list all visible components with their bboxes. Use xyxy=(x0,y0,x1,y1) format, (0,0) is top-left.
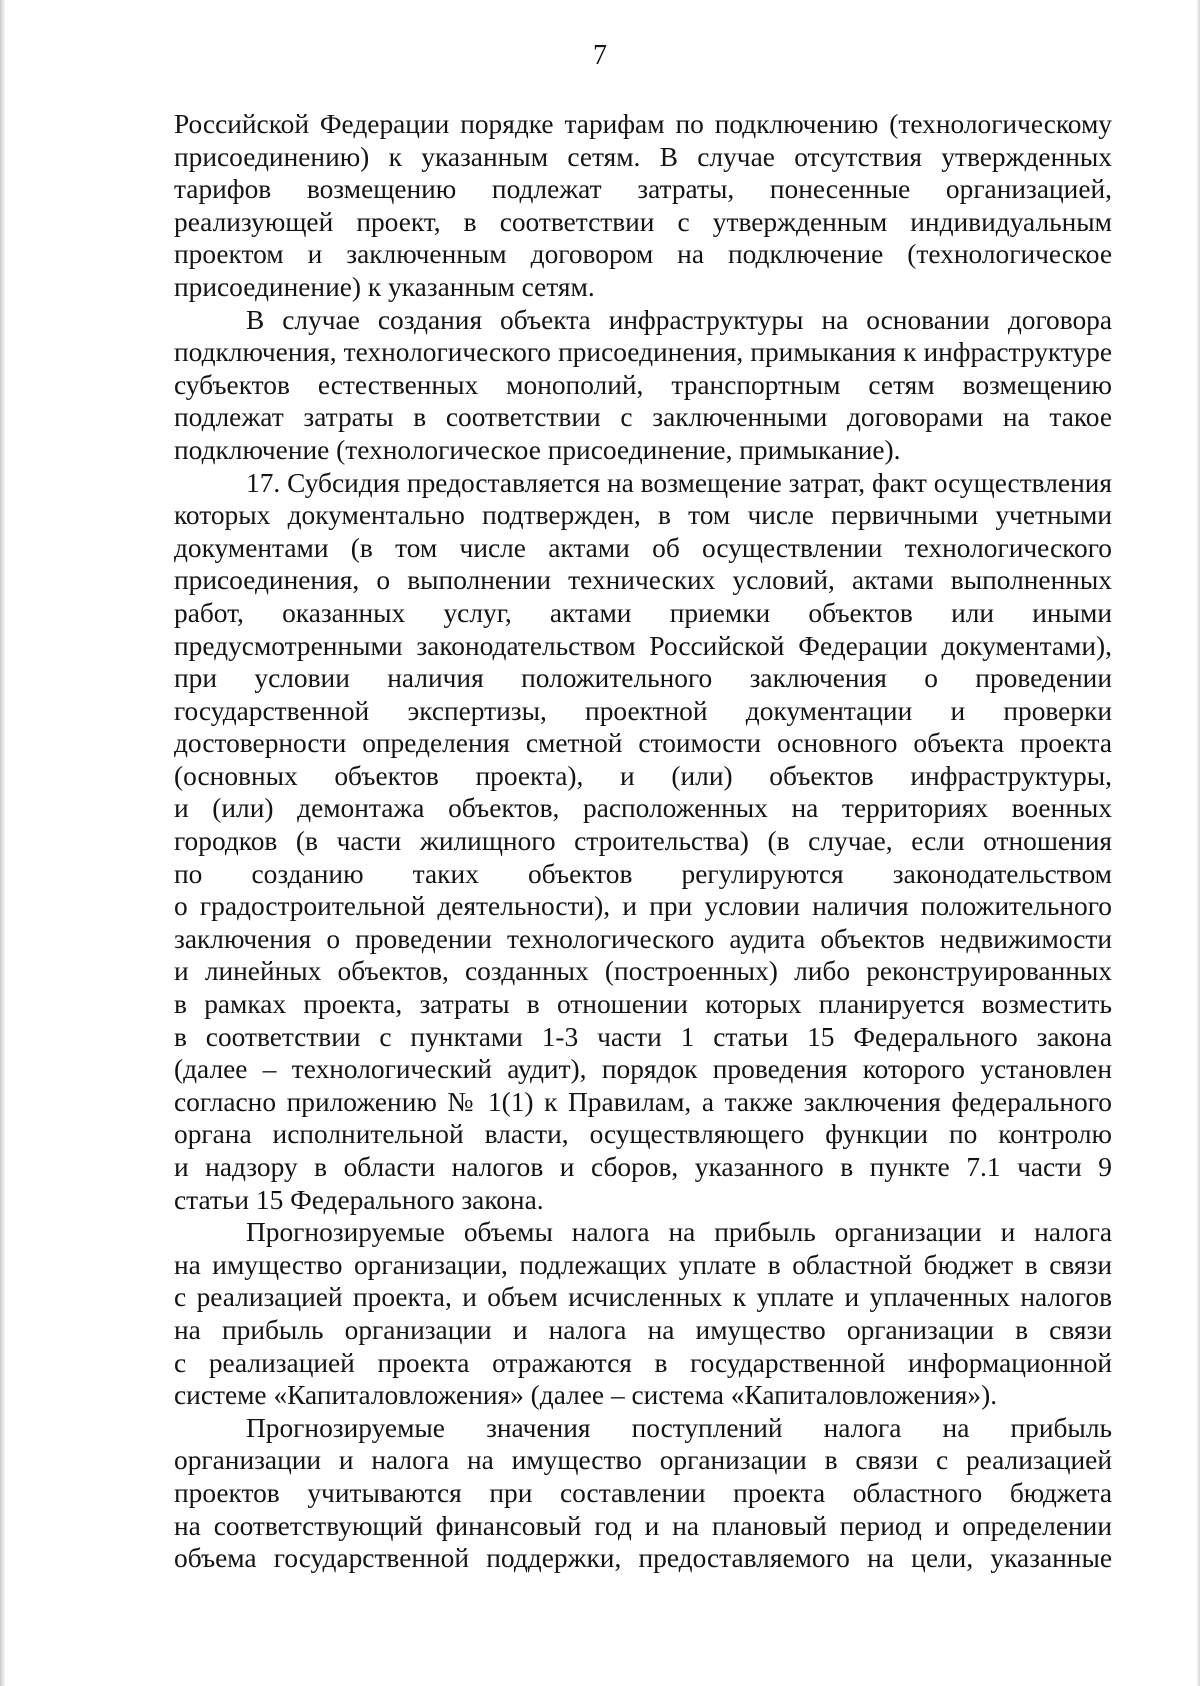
text-line: в рамках проекта, затраты в отношении которых планируется возместить xyxy=(174,989,1112,1020)
paragraph xyxy=(174,467,1112,1217)
text-line: подключения, технологического присоединения, примыкания к инфраструктуре xyxy=(174,337,1112,368)
text-line: статьи 15 Федерального закона. xyxy=(174,1184,544,1215)
text-line: (основных объектов проекта), и (или) объектов инфраструктуры, xyxy=(174,760,1112,791)
text-line: и надзору в области налогов и сборов, указанного в пункте 7.1 части 9 xyxy=(174,1152,1112,1182)
text-line: Прогнозируемые объемы налога на прибыль организации и налога xyxy=(246,1217,1112,1248)
text-line: присоединения, о выполнении технических условий, актами выполненных xyxy=(174,565,1112,596)
paragraph xyxy=(174,108,1112,304)
text-line: по созданию таких объектов регулируются законодательством xyxy=(174,858,1112,889)
text-line: заключения о проведении технологического аудита объектов недвижимости xyxy=(174,923,1112,954)
text-line: тарифов возмещению подлежат затраты, понесенные организацией, xyxy=(174,174,1112,205)
text-line: Российской Федерации порядке тарифам по подключению (технологическому xyxy=(174,109,1112,139)
text-line: работ, оказанных услуг, актами приемки объектов или иными xyxy=(174,597,1112,628)
text-line: при условии наличия положительного заключения о проведении xyxy=(174,663,1112,694)
text-line: в соответствии с пунктами 1-3 части 1 статьи 15 Федерального закона xyxy=(174,1021,1112,1052)
text-line: государственной экспертизы, проектной документации и проверки xyxy=(174,695,1112,726)
text-line: присоединение) к указанным сетям. xyxy=(174,271,595,302)
paragraph xyxy=(174,1216,1112,1412)
text-line: присоединению) к указанным сетям. В случае отсутствия утвержденных xyxy=(174,141,1112,172)
text-line: проектов учитываются при составлении проекта областного бюджета xyxy=(174,1477,1112,1508)
text-line: подключение (технологическое присоединение, примыкание). xyxy=(174,434,901,465)
text-line: 17. Субсидия предоставляется на возмещение затрат, факт осуществления xyxy=(246,467,1112,498)
text-line: согласно приложению № 1(1) к Правилам, а также заключения федерального xyxy=(174,1086,1112,1117)
text-line: на прибыль организации и налога на имущество организации в связи xyxy=(174,1314,1112,1345)
text-line: подлежат затраты в соответствии с заключенными договорами на такое xyxy=(174,402,1112,433)
text-line: на имущество организации, подлежащих уплате в областной бюджет в связи xyxy=(174,1249,1112,1280)
text-line: В случае создания объекта инфраструктуры на основании договора xyxy=(246,304,1112,335)
text-line: объема государственной поддержки, предоставляемого на цели, указанные xyxy=(174,1543,1112,1574)
text-line: проектом и заключенным договором на подключение (технологическое xyxy=(174,239,1112,270)
text-line: городков (в части жилищного строительства) (в случае, если отношения xyxy=(174,826,1112,857)
text-line: организации и налога на имущество организации в связи с реализацией xyxy=(174,1445,1112,1476)
text-line: которых документально подтвержден, в том числе первичными учетными xyxy=(174,500,1112,531)
text-line: органа исполнительной власти, осуществляющего функции по контролю xyxy=(174,1119,1112,1150)
text-line: с реализацией проекта, и объем исчисленных к уплате и уплаченных налогов xyxy=(174,1282,1112,1313)
text-line: предусмотренными законодательством Российской Федерации документами), xyxy=(174,630,1112,661)
text-line: и (или) демонтажа объектов, расположенных на территориях военных xyxy=(174,793,1112,824)
paragraph xyxy=(174,304,1112,467)
text-line: документами (в том числе актами об осуществлении технологического xyxy=(174,532,1112,563)
text-line: системе «Капиталовложения» (далее – система «Капиталовложения»). xyxy=(174,1380,998,1411)
paragraph xyxy=(174,1412,1112,1575)
text-line: на соответствующий финансовый год и на плановый период и определении xyxy=(174,1510,1112,1541)
text-line: о градостроительной деятельности), и при условии наличия положительного xyxy=(174,891,1112,922)
text-line: и линейных объектов, созданных (построенных) либо реконструированных xyxy=(174,956,1112,987)
text-line: с реализацией проекта отражаются в государственной информационной xyxy=(174,1347,1112,1378)
text-line: реализующей проект, в соответствии с утвержденным индивидуальным xyxy=(174,206,1112,237)
text-line: субъектов естественных монополий, транспортным сетям возмещению xyxy=(174,369,1112,400)
text-line: Прогнозируемые значения поступлений налога на прибыль xyxy=(246,1412,1112,1443)
text-line: достоверности определения сметной стоимости основного объекта проекта xyxy=(174,728,1112,759)
page-number: 7 xyxy=(593,40,607,71)
text-line: (далее – технологический аудит), порядок проведения которого установлен xyxy=(174,1054,1112,1085)
document-body xyxy=(174,108,1112,1575)
